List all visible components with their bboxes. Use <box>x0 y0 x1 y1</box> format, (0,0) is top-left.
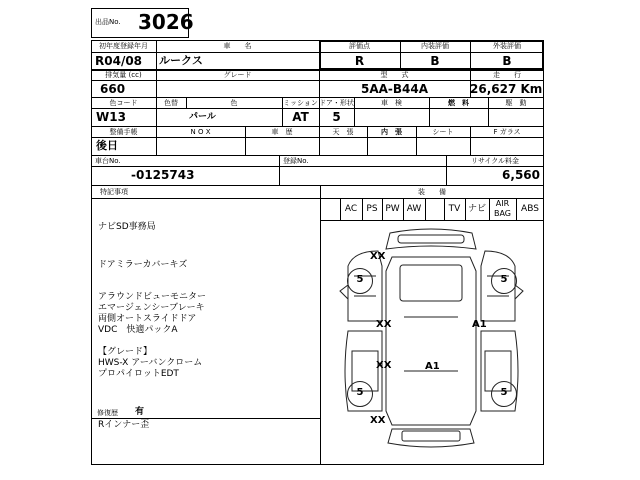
score-label: 評価点 <box>349 42 370 50</box>
service-book-value: 後日 <box>96 139 118 152</box>
mark-left-lower: XX <box>376 360 392 371</box>
notes-line-4: エマージェンシーブレーキ <box>98 303 205 313</box>
model-value: 5AA-B44A <box>360 82 429 96</box>
notes-line-5: 両側オートスライドドア <box>98 314 197 324</box>
front-glass-label: F ガラス <box>493 128 521 136</box>
grade-label: グレード <box>223 71 252 79</box>
mark-rear: XX <box>370 415 386 426</box>
repair-history-value: 有 <box>135 407 145 417</box>
model-label: 型 式 <box>380 71 409 79</box>
notes-line-6: VDC 快適パックA <box>98 325 178 335</box>
transmission-label: ミッション <box>283 99 318 107</box>
registration-label: 登録No. <box>283 157 309 165</box>
seat-label: シート <box>432 128 454 136</box>
mark-tire-front-left: 5 <box>356 274 364 285</box>
notes-line-2: ドアミラーカバーキズ <box>98 260 188 270</box>
nox-label: N O X <box>190 128 211 136</box>
interior-trim-label: 内 張 <box>381 128 402 136</box>
repair-note: Rインナー歪 <box>98 420 150 430</box>
recycle-fee-value: 6,560 <box>502 168 540 182</box>
interior-eval-label: 内装評価 <box>421 42 449 50</box>
drive-label: 駆 動 <box>505 99 527 107</box>
mark-left-mid: XX <box>376 319 392 330</box>
mark-tire-front-right: 5 <box>500 274 508 285</box>
interior-eval-value: B <box>430 54 440 68</box>
color-label: 色 <box>230 99 238 107</box>
first-registration-value: R04/08 <box>95 54 143 68</box>
chassis-label: 車台No. <box>95 157 121 165</box>
doors-value: 5 <box>332 110 341 124</box>
displacement-value: 660 <box>100 82 126 96</box>
displacement-label: 排気量 (cc) <box>105 71 142 79</box>
mark-tire-rear-right: 5 <box>500 387 508 398</box>
fuel-label: 燃 料 <box>448 99 469 107</box>
equip-ps: PS <box>366 204 378 214</box>
car-history-label: 車 歴 <box>271 128 293 136</box>
equip-ac: AC <box>344 204 358 214</box>
color-value: パール <box>189 112 216 122</box>
notes-line-1: ナビSD事務局 <box>98 222 156 232</box>
lot-label: 出品No. <box>95 18 121 26</box>
mark-front-top: XX <box>370 251 386 262</box>
car-name-value: ルークス <box>159 54 203 67</box>
exterior-eval-label: 外装評価 <box>493 42 521 50</box>
repair-history-label: 修復歴 <box>97 409 118 417</box>
mark-right-mid: A1 <box>472 319 487 330</box>
color-code-value: W13 <box>96 110 126 124</box>
exterior-eval-value: B <box>502 54 512 68</box>
notes-line-7: 【グレード】 <box>98 347 153 357</box>
doors-label: ドア・形状 <box>319 99 354 107</box>
roof-liner-label: 天 張 <box>332 128 354 136</box>
notes-line-3: アラウンドビューモニター <box>98 292 207 302</box>
name-label: 車 名 <box>223 42 252 50</box>
service-book-label: 整備手帳 <box>109 128 138 136</box>
notes-line-8: HWS-X アーバンクローム <box>98 358 203 368</box>
lot-number: 3026 <box>138 10 194 34</box>
equip-navi: ナビ <box>467 204 486 214</box>
recycle-fee-label: リサイクル料金 <box>470 157 520 165</box>
inspection-label: 車 検 <box>381 99 402 107</box>
equipment-label: 装 備 <box>418 188 446 196</box>
color-change-label: 色替 <box>164 99 178 107</box>
notes-line-9: プロパイロットEDT <box>98 369 179 379</box>
chassis-value: -0125743 <box>131 168 195 182</box>
notes-label: 特記事項 <box>100 188 128 196</box>
mileage-label: 走 行 <box>493 71 521 79</box>
car-diagram-icon <box>320 221 543 464</box>
equip-tv: TV <box>448 204 461 214</box>
mark-tire-rear-left: 5 <box>356 387 364 398</box>
equip-pw: PW <box>385 204 400 214</box>
color-code-label: 色コード <box>109 99 138 107</box>
mileage-value: 26,627 Km <box>470 82 543 96</box>
transmission-value: AT <box>292 110 309 124</box>
year-label: 初年度登録年月 <box>99 42 148 50</box>
equip-abs: ABS <box>521 204 539 214</box>
mark-center: A1 <box>425 361 440 372</box>
score-value: R <box>354 54 365 68</box>
equip-aw: AW <box>406 204 422 214</box>
equip-airbag: AIR BAG <box>493 199 512 218</box>
